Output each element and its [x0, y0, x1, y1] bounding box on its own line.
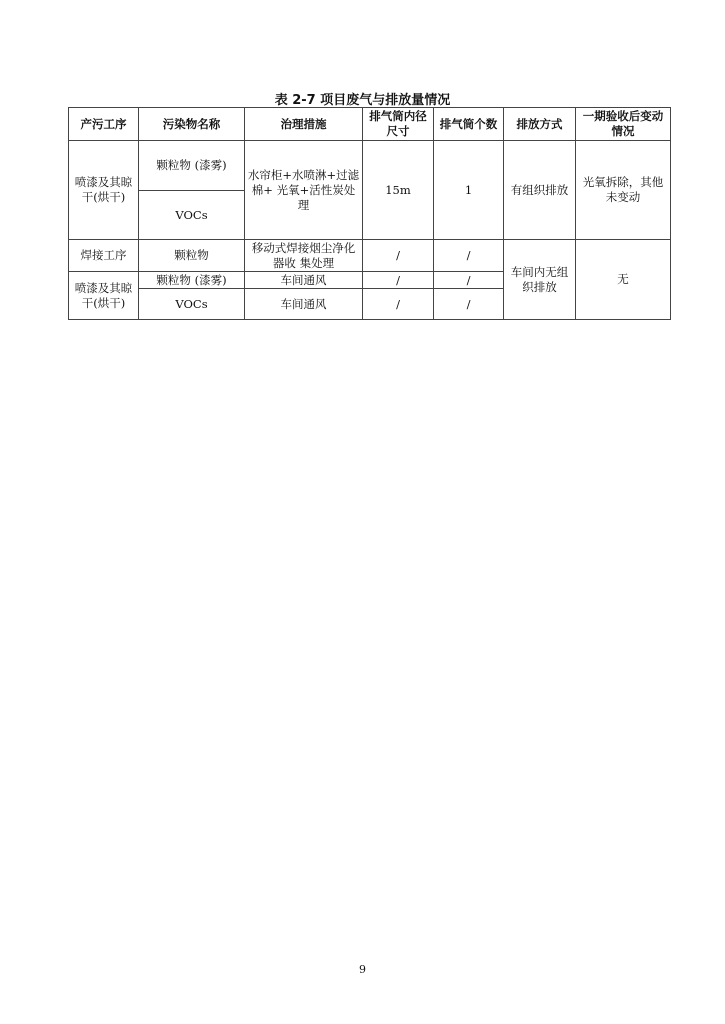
- header-diameter: 排气筒内径尺寸: [363, 108, 434, 141]
- emissions-table: [68, 107, 671, 320]
- cell-spray-pollutant-particulate: 颗粒物 (漆雾): [139, 141, 245, 191]
- header-process: 产污工序: [69, 108, 139, 141]
- cell-welding-pollutant: 颗粒物: [139, 240, 245, 272]
- cell-spray-method: 有组织排放: [504, 141, 576, 240]
- header-method: 排放方式: [504, 108, 576, 141]
- table-row: [69, 240, 671, 272]
- header-count: 排气筒个数: [434, 108, 504, 141]
- cell-welding-diameter: /: [363, 240, 434, 272]
- cell-spray-count: 1: [434, 141, 504, 240]
- cell-welding-process: 焊接工序: [69, 240, 139, 272]
- cell-spray2-diameter-2: /: [363, 289, 434, 320]
- cell-spray-pollutant-vocs: VOCs: [139, 191, 245, 240]
- page-number: 9: [359, 963, 366, 976]
- header-pollutant: 污染物名称: [139, 108, 245, 141]
- cell-unorganized-method: 车间内无组织排放: [504, 240, 576, 320]
- table-caption: 表 2-7 项目废气与排放量情况: [274, 93, 451, 108]
- cell-spray-treatment: 水帘柜+水喷淋+过滤棉+ 光氧+活性炭处理: [245, 141, 363, 240]
- cell-spray-process: 喷漆及其晾干(烘干): [69, 141, 139, 240]
- cell-spray2-process: 喷漆及其晾干(烘干): [69, 272, 139, 320]
- header-change: 一期验收后变动情况: [576, 108, 671, 141]
- cell-spray2-diameter-1: /: [363, 272, 434, 289]
- table-row: [69, 141, 671, 191]
- cell-spray2-count-2: /: [434, 289, 504, 320]
- cell-spray2-pollutant-particulate: 颗粒物 (漆雾): [139, 272, 245, 289]
- cell-welding-treatment: 移动式焊接烟尘净化器收 集处理: [245, 240, 363, 272]
- header-row: [69, 108, 671, 141]
- cell-spray-diameter: 15m: [363, 141, 434, 240]
- cell-spray2-count-1: /: [434, 272, 504, 289]
- cell-spray2-treatment-1: 车间通风: [245, 272, 363, 289]
- cell-welding-count: /: [434, 240, 504, 272]
- header-treatment: 治理措施: [245, 108, 363, 141]
- cell-spray2-pollutant-vocs: VOCs: [139, 289, 245, 320]
- cell-spray-change: 光氧拆除，其他未变动: [576, 141, 671, 240]
- cell-spray2-treatment-2: 车间通风: [245, 289, 363, 320]
- cell-unorganized-change: 无: [576, 240, 671, 320]
